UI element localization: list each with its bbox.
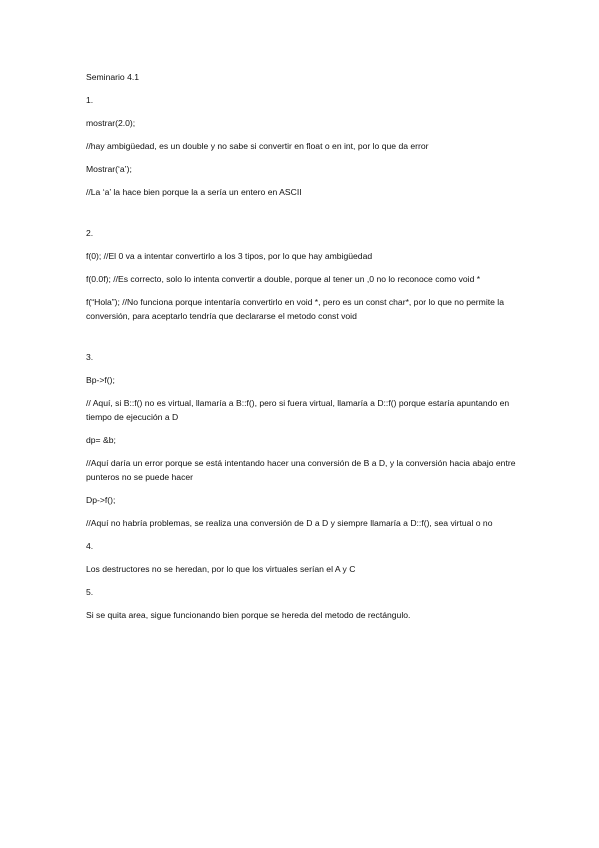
comment-line: //Aquí no habría problemas, se realiza una conversión de D a D y siempre llamaría a D::f(), sea virtual o no [86, 518, 493, 528]
code-line: Dp->f(); [86, 495, 116, 505]
spacer [86, 332, 518, 350]
code-line: Bp->f(); [86, 375, 115, 385]
code-line: Mostrar(‘a’); [86, 164, 132, 174]
comment-line: // Aquí, si B::f() no es virtual, llamaría a B::f(), pero si fuera virtual, llamaría a D::f() porque estaría apuntando en tiempo de ejecución a D [86, 398, 510, 422]
section-number: 2. [86, 228, 94, 238]
section-number: 5. [86, 587, 94, 597]
answer-paragraph: Los destructores no se heredan, por lo que los virtuales serían el A y C [86, 564, 356, 574]
comment-line: //hay ambigüedad, es un double y no sabe si convertir en float o en int, por lo que da error [86, 141, 429, 151]
section-number: 3. [86, 352, 94, 362]
answer-paragraph: f(“Hola”); //No funciona porque intentaría convertirlo en void *, pero es un const char*, por lo que no permite la conversión, para aceptarlo tendría que declararse el metodo const void [86, 297, 504, 321]
document-title: Seminario 4.1 [86, 72, 140, 82]
section-number: 4. [86, 541, 94, 551]
answer-paragraph: Si se quita area, sigue funcionando bien porque se hereda del metodo de rectángulo. [86, 610, 411, 620]
answer-paragraph: f(0); //El 0 va a intentar convertirlo a los 3 tipos, por lo que hay ambigüedad [86, 251, 373, 261]
code-line: mostrar(2.0); [86, 118, 136, 128]
answer-paragraph: f(0.0f); //Es correcto, solo lo intenta convertir a double, porque al tener un ,0 no lo reconoce como void * [86, 274, 481, 284]
spacer [86, 208, 518, 226]
code-line: dp= &b; [86, 435, 116, 445]
document-body [86, 70, 518, 631]
comment-line: //La ‘a’ la hace bien porque la a sería un entero en ASCII [86, 187, 302, 197]
section-number: 1. [86, 95, 94, 105]
comment-line: //Aquí daría un error porque se está intentando hacer una conversión de B a D, y la conversión hacia abajo entre punteros no se puede hacer [86, 458, 516, 482]
